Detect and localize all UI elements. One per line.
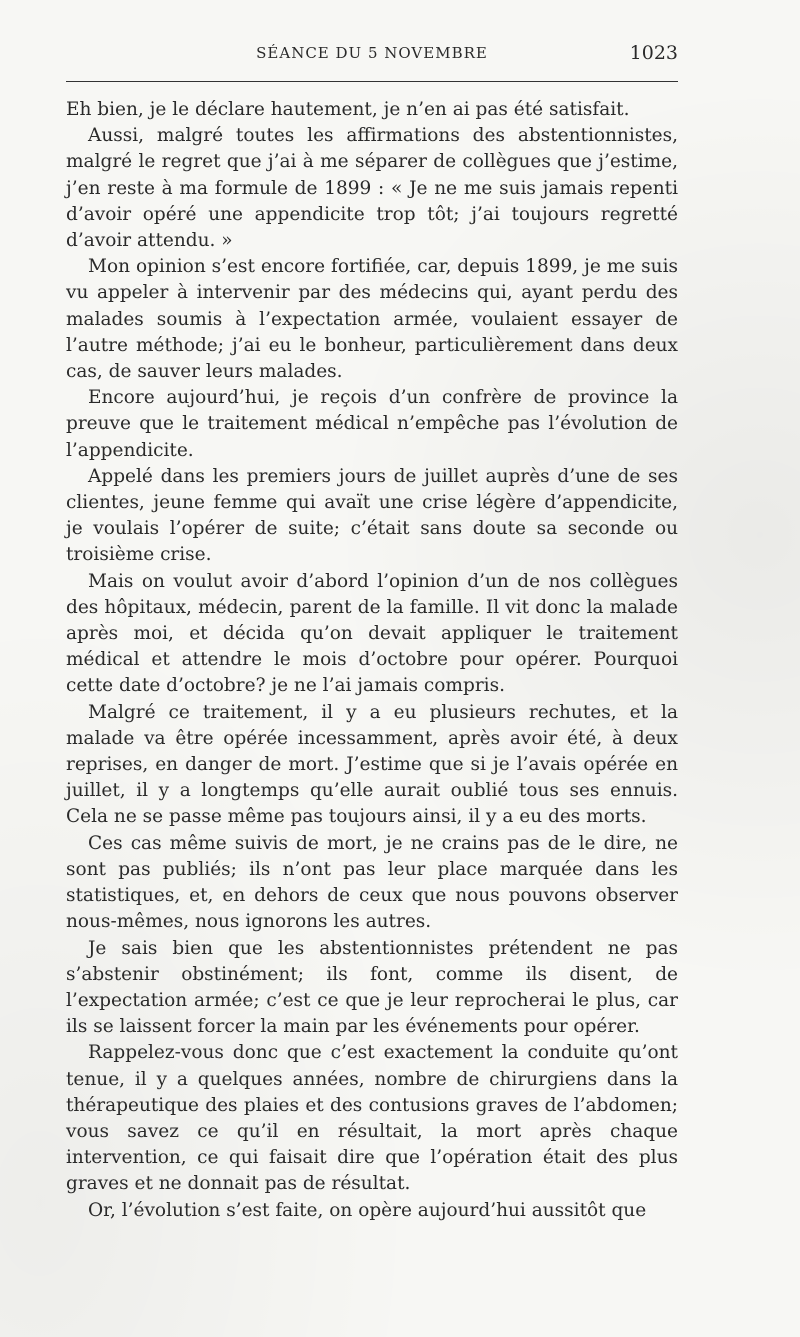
header-rule xyxy=(66,81,678,82)
paragraph: Encore aujourd’hui, je reçois d’un confrère de province la preuve que le traitement médical n’empêche pas l’évolution de l’appendicite. xyxy=(66,387,678,461)
paragraph: Mon opinion s’est encore fortifiée, car, depuis 1899, je me suis vu appeler à intervenir par des médecins qui, ayant perdu des malades soumis à l’expectation armée, voulaient essayer de l’autre méthode; j’ai eu le bonheur, particulièrement dans deux cas, de sauver leurs malades. xyxy=(66,256,678,383)
page-number: 1023 xyxy=(629,42,678,64)
page-header xyxy=(66,44,678,74)
paragraph: Appelé dans les premiers jours de juillet auprès d’une de ses clientes, jeune femme qui avaït une crise légère d’appendicite, je voulais l’opérer de suite; c’était sans doute sa seconde ou troisième crise. xyxy=(66,465,678,566)
paragraph: Mais on voulut avoir d’abord l’opinion d’un de nos collègues des hôpitaux, médecin, parent de la famille. Il vit donc la malade après moi, et décida qu’on devait appliquer le traitement médical et attendre le mois d’octobre pour opérer. Pourquoi cette date d’octobre? je ne l’ai jamais compris. xyxy=(66,570,678,697)
paragraph: Or, l’évolution s’est faite, on opère aujourd’hui aussitôt que xyxy=(88,1199,647,1221)
running-title: SÉANCE DU 5 NOVEMBRE xyxy=(256,44,488,62)
paragraph: Aussi, malgré toutes les affirmations des abstentionnistes, malgré le regret que j’ai à me séparer de collègues que j’estime, j’en reste à ma formule de 1899 : « Je ne me suis jamais repenti d’avoir opéré une appendicite trop tôt; j’ai toujours regretté d’avoir attendu. » xyxy=(66,125,678,252)
body-text xyxy=(66,97,678,1224)
paragraph: Eh bien, je le déclare hautement, je n’en ai pas été satisfait. xyxy=(66,99,630,120)
paragraph: Malgré ce traitement, il y a eu plusieurs rechutes, et la malade va être opérée incessamment, après avoir été, à deux reprises, en danger de mort. J’estime que si je l’avais opérée en juillet, il y a longtemps qu’elle aurait oublié tous ses ennuis. Cela ne se passe même pas toujours ainsi, il y a eu des morts. xyxy=(66,701,678,828)
paragraph: Rappelez-vous donc que c’est exactement la conduite qu’ont tenue, il y a quelques années, nombre de chirurgiens dans la thérapeutique des plaies et des contusions graves de l’abdomen; vous savez ce qu’il en résultait, la mort après chaque intervention, ce qui faisait dire que l’opération était des plus graves et ne donnait pas de résultat. xyxy=(66,1042,678,1195)
paragraph: Je sais bien que les abstentionnistes prétendent ne pas s’abstenir obstinément; ils font, comme ils disent, de l’expectation armée; c’est ce que je leur reprocherai le plus, car ils se laissent forcer la main par les événements pour opérer. xyxy=(66,937,678,1038)
paragraph: Ces cas même suivis de mort, je ne crains pas de le dire, ne sont pas publiés; ils n’ont pas leur place marquée dans les statistiques, et, en dehors de ceux que nous pouvons observer nous-mêmes, nous ignorons les autres. xyxy=(66,832,678,933)
